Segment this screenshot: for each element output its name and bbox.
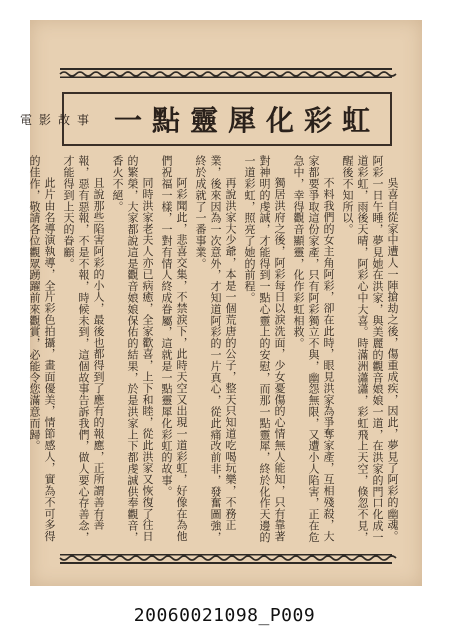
story-paragraph: 同時洪家老夫人亦已病癒，全家歡喜，上下和睦，從此洪家又恢復了往日的繁榮，大家都說這是觀音娘娘保佑的結果，於是洪家上下都虔誠供奉觀音，香火不絕。 (111, 155, 154, 543)
page-title: 一點靈犀化彩虹 (113, 104, 380, 137)
story-paragraph: 此片由名導演執導，全片彩色拍攝，畫面優美，情節感人，實為不可多得的佳作，敬請各位觀眾踴躍前來觀賞，必能令您滿意而歸。 (28, 155, 56, 542)
story-paragraph: 阿彩聞此，悲喜交集，不禁淚下，此時天空又出現一道彩虹，好像在為他們祝福一樣，一對有情人終成眷屬，這就是一點靈犀化彩虹的故事。 (160, 155, 188, 542)
story-text (28, 155, 400, 547)
page-content (19, 20, 422, 586)
story-paragraph: 再說洪家大少爺，本是一個荒唐的公子，整天只知道吃喝玩樂，不務正業，後來因為一次意外，才知道阿彩的一片真心，從此痛改前非，發奮圖強，終於成就了一番事業。 (194, 155, 237, 543)
image-caption: 20060021098_P009 (133, 605, 316, 626)
story-paragraph: 且說那些陷害阿彩的小人，最後也都得到了應有的報應，正所謂善有善報，惡有惡報，不是不報，時候未到，這個故事告訴我們，做人要心存善念，才能得到上天的眷顧。 (62, 155, 105, 543)
title-box (19, 92, 392, 146)
story-paragraph: 不料我們的女主角阿彩，卻在此時，眼見洪家為爭奪家產，互相殘殺，大家都要爭取這份家產，只有阿彩獨立不與，幽怨無限，又遭小人陷害，正在危急中，幸得觀音顯靈，化作彩虹相救。 (292, 155, 335, 543)
story-paragraph: 吳喜自從家中遭人一陣搶劫之後，傷重成疾，因此，夢見了阿彩的幽魂。阿彩一日午睡，夢見她在洪家，與美麗的觀音娘娘一道，在洪家的門口化成一道彩虹，雨後天晴，阿彩心中大喜。時滿洲瀟瀟，彩虹飛上天空，倏忽不見，醒後不知所以。 (341, 155, 399, 543)
page-subtitle: 電影故事 (19, 112, 96, 127)
bottom-decorative-border (60, 554, 392, 564)
top-decorative-border (60, 68, 392, 78)
story-paragraph: 獨居洪府之後，阿彩每日以淚洗面，少女憂傷的心情無人能知，只有靠著對神明的虔誠，才能得到一點心靈上的安慰，而那一點靈犀，終於化作天邊的一道彩虹，照亮了她的前程。 (243, 155, 286, 543)
